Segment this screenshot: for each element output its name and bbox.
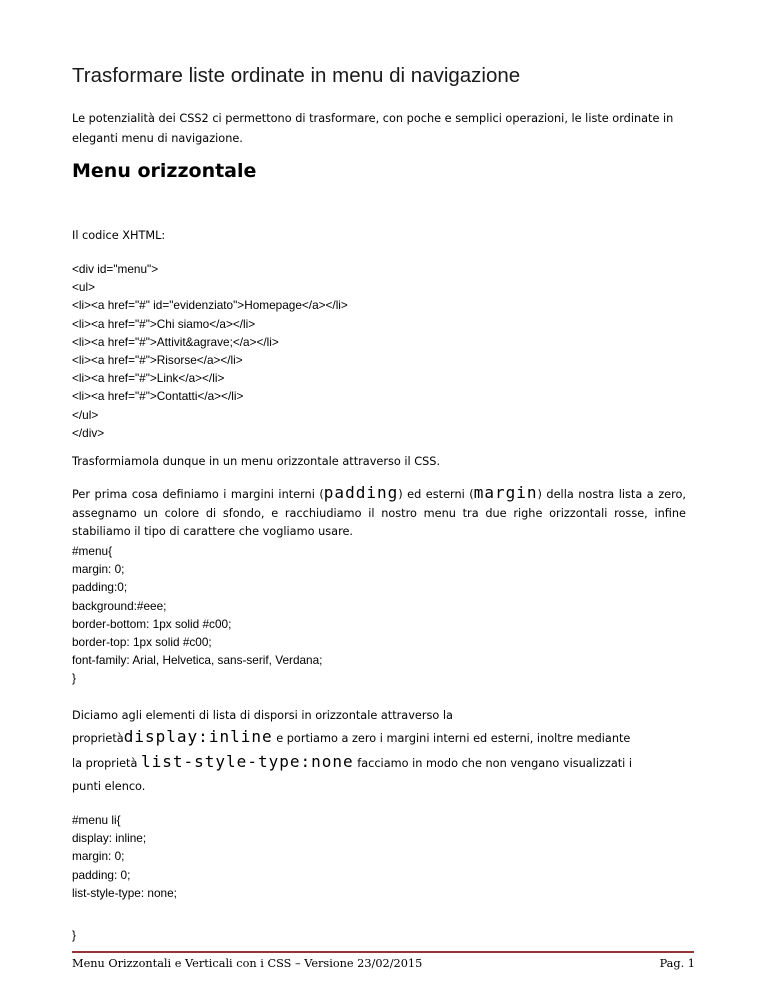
section-heading: Menu orizzontale xyxy=(72,160,257,182)
code-line: display: inline; xyxy=(72,831,147,846)
code-line: background:#eee; xyxy=(72,598,167,613)
inline-code: list-style-type:none xyxy=(140,752,354,771)
xhtml-code-block xyxy=(72,260,348,442)
transform-text: Trasformiamola dunque in un menu orizzontale attraverso il CSS. xyxy=(72,455,441,468)
code-line: <li><a href="#">Link</a></li> xyxy=(72,371,225,386)
css-code-block-li xyxy=(72,811,177,902)
footer-document-title: Menu Orizzontali e Verticali con i CSS – Versione 23/02/2015 xyxy=(72,957,423,970)
padding-margin-paragraph: Per prima cosa definiamo i margini interni (padding) ed esterni (margin) della nostra lista a zero, assegnamo un colore di sfondo, e racchiudiamo il nostro menu tra due righe orizzontali rosse, infine stabiliamo il tipo di carattere che vogliamo usare. xyxy=(72,483,687,538)
code-line: <ul> xyxy=(72,280,95,295)
code-line: margin: 0; xyxy=(72,562,125,577)
code-label: Il codice XHTML: xyxy=(72,229,166,242)
intro-paragraph: Le potenzialità dei CSS2 ci permettono di trasformare, con poche e semplici operazioni, le liste ordinate in eleganti menu di navigazione. xyxy=(72,112,674,145)
code-line: border-bottom: 1px solid #c00; xyxy=(72,616,232,631)
code-line: </div> xyxy=(72,425,105,440)
footer-rule xyxy=(72,951,694,953)
code-line: <div id="menu"> xyxy=(72,262,159,276)
display-inline-paragraph: Diciamo agli elementi di lista di disporsi in orizzontale attraverso la proprietàdisplay:inline e portiamo a zero i margini interni ed esterni, inoltre mediante la proprietà list-style-type:none facciamo in modo che non vengano visualizzati i punti elenco. xyxy=(72,709,633,793)
code-line: <li><a href="#">Attivit&agrave;</a></li> xyxy=(72,334,279,349)
code-line: <li><a href="#">Risorse</a></li> xyxy=(72,353,243,368)
code-line: <li><a href="#">Contatti</a></li> xyxy=(72,389,244,404)
page-title: Trasformare liste ordinate in menu di navigazione xyxy=(72,64,521,87)
code-line: #menu{ xyxy=(72,544,113,558)
code-line: #menu li{ xyxy=(72,813,121,827)
code-line: padding:0; xyxy=(72,580,128,595)
page-number: Pag. 1 xyxy=(659,957,695,970)
code-line: <li><a href="#" id="evidenziato">Homepage</a></li> xyxy=(72,298,348,313)
code-line: list-style-type: none; xyxy=(72,885,177,900)
inline-code: display:inline xyxy=(123,727,273,746)
closing-brace: } xyxy=(72,928,76,942)
code-line: </ul> xyxy=(72,407,99,422)
code-line: <li><a href="#">Chi siamo</a></li> xyxy=(72,316,256,331)
inline-code: margin xyxy=(473,483,538,502)
code-line: font-family: Arial, Helvetica, sans-serif, Verdana; xyxy=(72,653,323,668)
code-line: padding: 0; xyxy=(72,867,131,882)
inline-code: padding xyxy=(323,483,399,502)
css-code-block-menu xyxy=(72,542,322,688)
code-line: margin: 0; xyxy=(72,849,125,864)
code-line: border-top: 1px solid #c00; xyxy=(72,635,212,650)
code-line: } xyxy=(72,671,76,686)
